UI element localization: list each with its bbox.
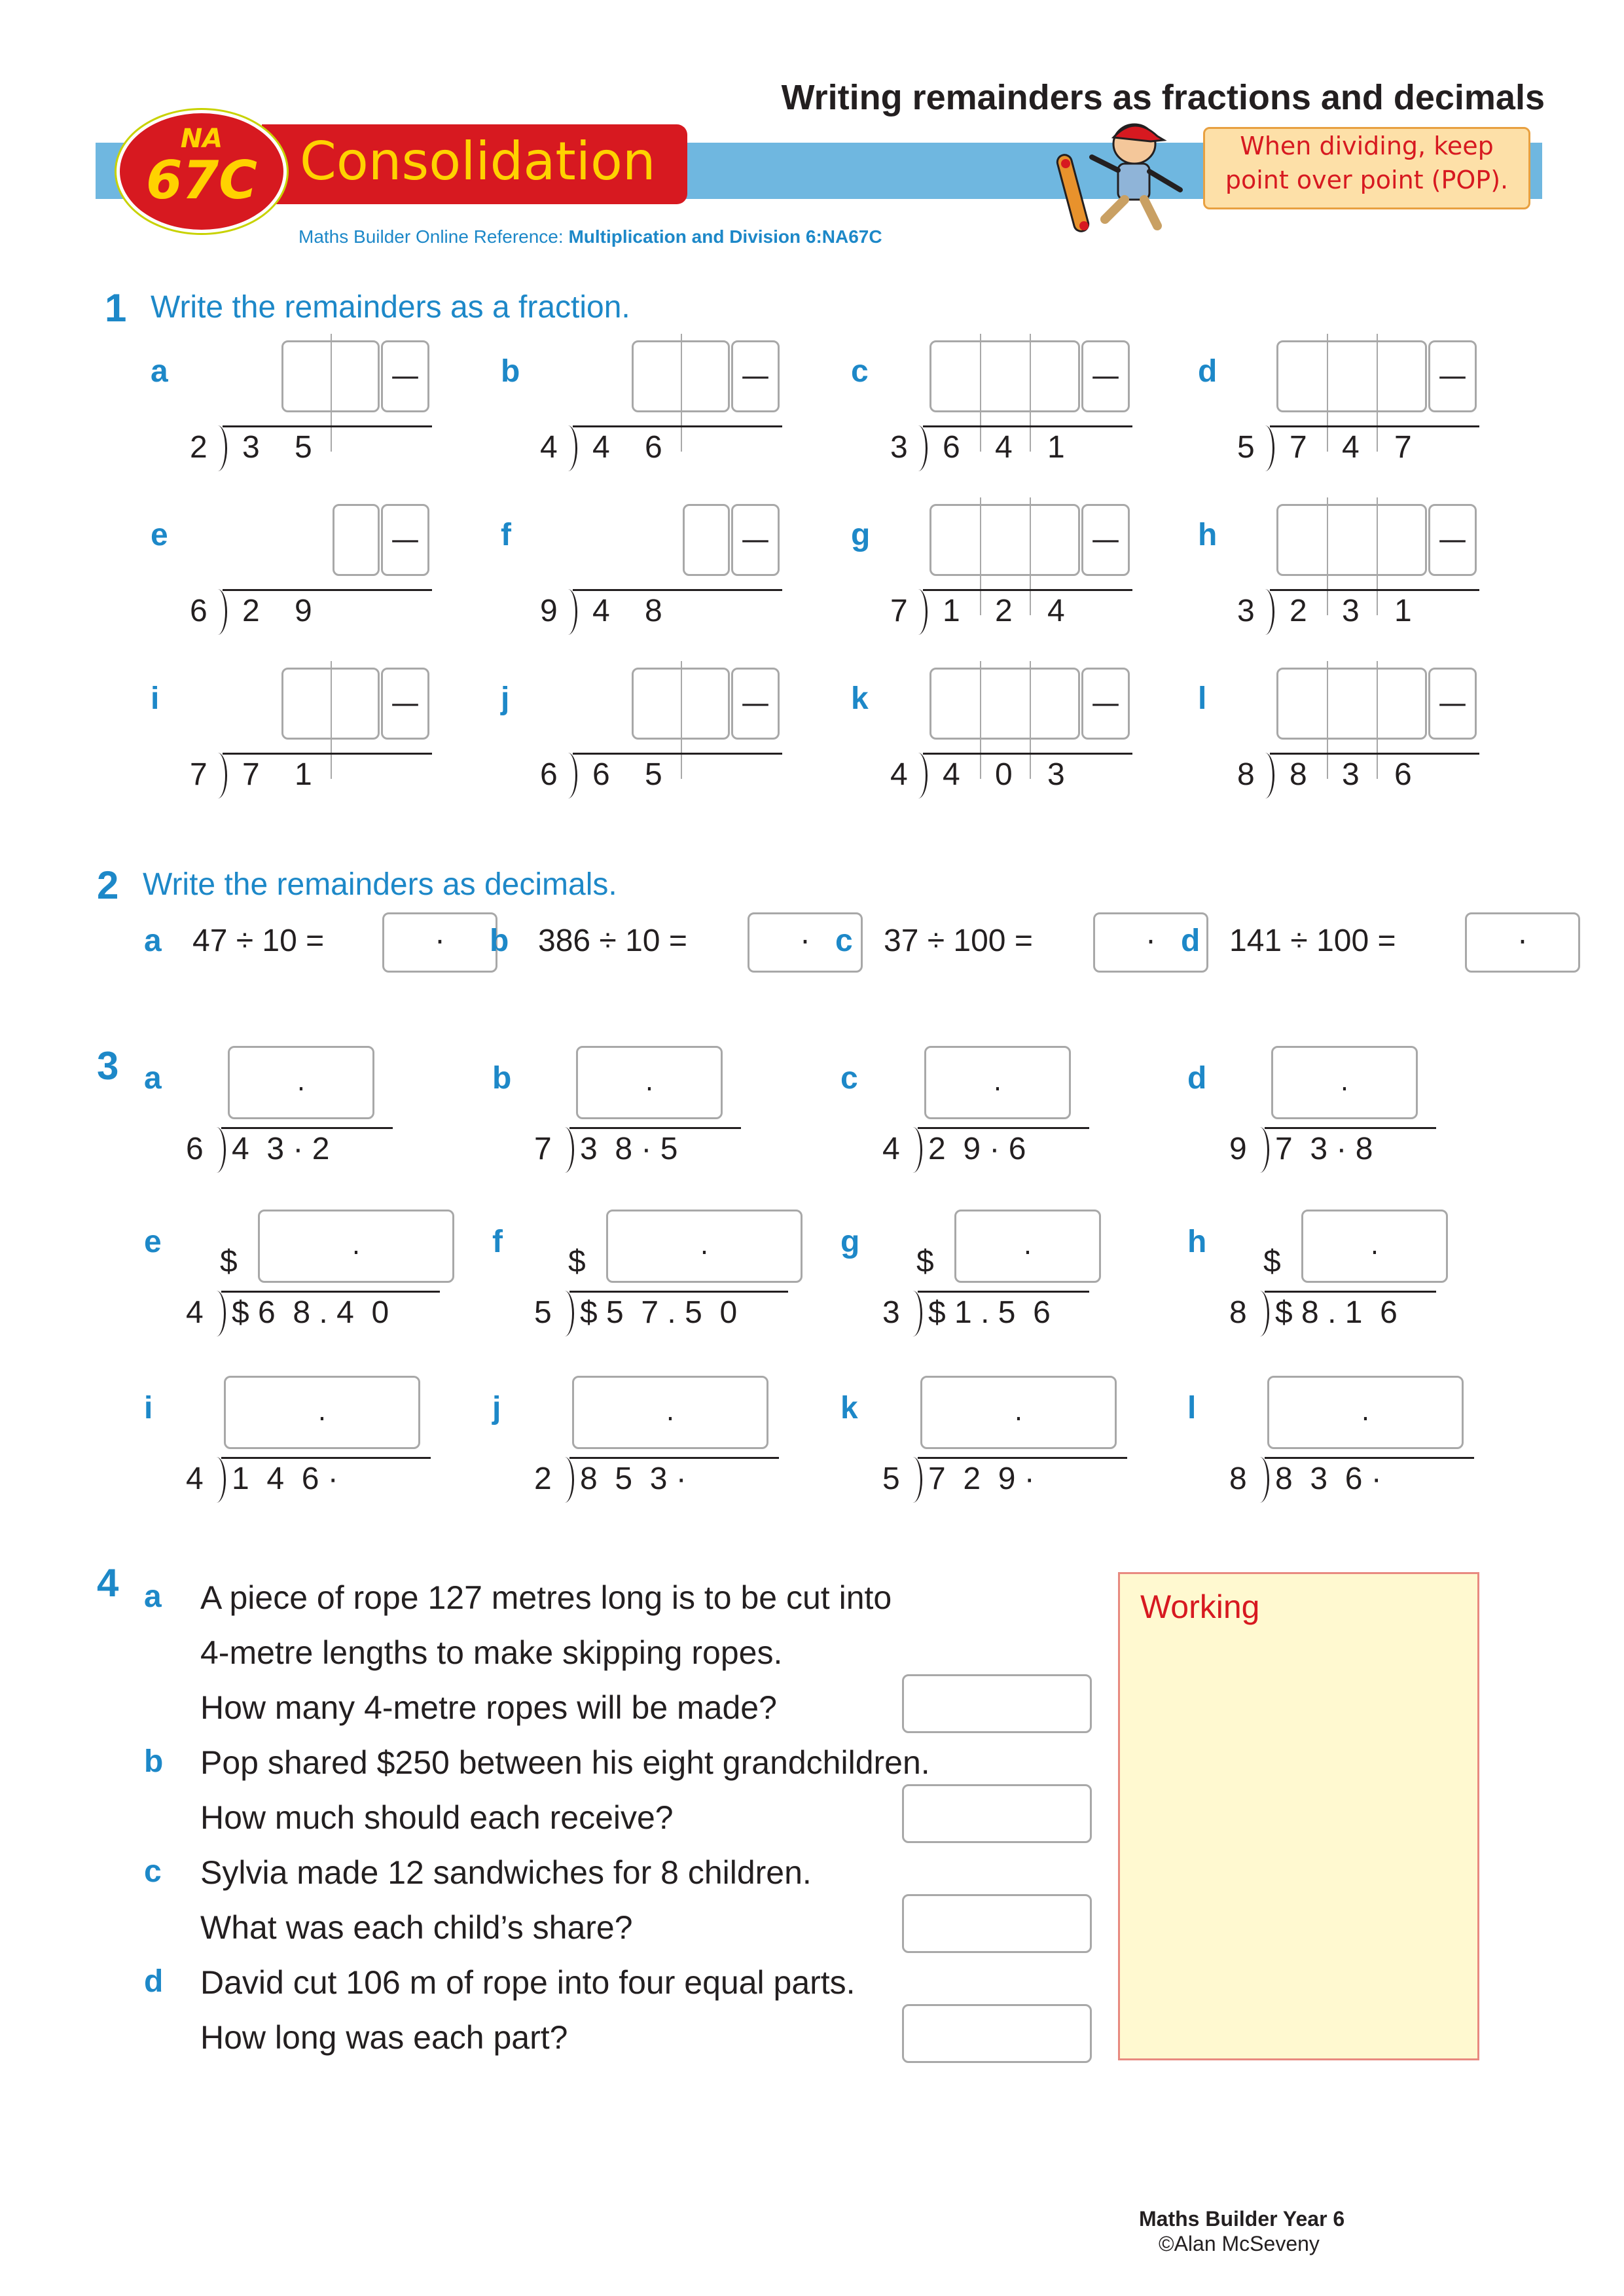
divisor: 7 bbox=[534, 1132, 552, 1166]
division-bracket bbox=[555, 1291, 574, 1336]
dividend-digit: 4 bbox=[1047, 594, 1065, 628]
dividend: 7 2 9 · bbox=[928, 1462, 1035, 1496]
division-bracket bbox=[208, 753, 227, 798]
question-3-item-letter: f bbox=[492, 1225, 503, 1259]
divisor: 3 bbox=[890, 430, 908, 465]
column-separator bbox=[1030, 334, 1031, 452]
remainder-fraction-box[interactable]: — bbox=[1081, 668, 1130, 740]
question-4-item-letter: c bbox=[144, 1854, 162, 1889]
division-bracket bbox=[555, 1127, 574, 1173]
question-4-text-line: A piece of rope 127 metres long is to be cut into bbox=[200, 1579, 892, 1616]
question-4-text-line: How many 4-metre ropes will be made? bbox=[200, 1689, 777, 1726]
divisor: 8 bbox=[1229, 1462, 1247, 1496]
division-bracket bbox=[903, 1457, 922, 1503]
division-bracket bbox=[558, 753, 577, 798]
question-3-item-letter: i bbox=[144, 1391, 153, 1426]
dividend-digit: 4 bbox=[592, 594, 610, 628]
dividend-digit: 3 bbox=[1342, 594, 1360, 628]
quotient-answer-box[interactable] bbox=[1276, 668, 1427, 740]
question-4-item-letter: a bbox=[144, 1579, 162, 1614]
division-line bbox=[1270, 753, 1479, 755]
divisor: 8 bbox=[1237, 757, 1255, 792]
column-separator bbox=[331, 334, 332, 452]
divisor: 6 bbox=[186, 1132, 204, 1166]
question-3-item-letter: g bbox=[840, 1225, 860, 1259]
remainder-fraction-box[interactable]: — bbox=[731, 504, 780, 576]
dividend-digit: 3 bbox=[242, 430, 260, 465]
column-separator bbox=[1377, 661, 1378, 779]
question-2-item-letter: b bbox=[490, 924, 509, 958]
question-4-text-line: What was each child’s share? bbox=[200, 1909, 633, 1946]
question-1-item-letter: a bbox=[151, 354, 168, 389]
column-separator bbox=[1327, 497, 1328, 615]
footer-copyright: ©Alan McSeveny bbox=[1159, 2232, 1320, 2255]
column-separator bbox=[1327, 334, 1328, 452]
division-line bbox=[923, 589, 1132, 591]
column-separator bbox=[980, 334, 981, 452]
dividend: 2 9 · 6 bbox=[928, 1132, 1026, 1166]
divisor: 5 bbox=[1237, 430, 1255, 465]
dividend: 3 8 · 5 bbox=[580, 1132, 678, 1166]
division-line bbox=[918, 1457, 1127, 1459]
divisor: 7 bbox=[190, 757, 208, 792]
working-area[interactable] bbox=[1118, 1572, 1479, 2060]
column-separator bbox=[980, 661, 981, 779]
division-bracket bbox=[909, 753, 928, 798]
division-expression: 47 ÷ 10 = bbox=[192, 924, 325, 958]
division-bracket bbox=[903, 1291, 922, 1336]
column-separator bbox=[1327, 661, 1328, 779]
dividend-digit: 6 bbox=[645, 430, 662, 465]
dividend-digit: 1 bbox=[1047, 430, 1065, 465]
division-line bbox=[221, 1127, 393, 1129]
quotient-answer-box[interactable] bbox=[929, 668, 1080, 740]
question-1-item-letter: h bbox=[1198, 518, 1218, 552]
lesson-code-prefix: NA bbox=[180, 124, 223, 154]
dividend: $ 8 . 1 6 bbox=[1275, 1295, 1398, 1330]
dividend-digit: 5 bbox=[295, 430, 312, 465]
quotient-answer-box[interactable]: . bbox=[606, 1210, 803, 1283]
question-3-item-letter: c bbox=[840, 1061, 858, 1096]
division-bracket bbox=[1250, 1457, 1269, 1503]
remainder-fraction-box[interactable]: — bbox=[1428, 340, 1477, 412]
quotient-answer-box[interactable] bbox=[333, 504, 380, 576]
remainder-fraction-box[interactable]: — bbox=[381, 504, 429, 576]
divisor: 4 bbox=[186, 1295, 204, 1330]
dividend: $ 1 . 5 6 bbox=[928, 1295, 1051, 1330]
question-2-item-letter: a bbox=[144, 924, 162, 958]
column-separator bbox=[1377, 497, 1378, 615]
division-line bbox=[223, 425, 432, 427]
remainder-fraction-box[interactable]: — bbox=[381, 668, 429, 740]
division-bracket bbox=[1250, 1127, 1269, 1173]
division-line bbox=[923, 425, 1132, 427]
dividend-digit: 4 bbox=[592, 430, 610, 465]
dividend-digit: 7 bbox=[242, 757, 260, 792]
dividend: 4 3 · 2 bbox=[232, 1132, 330, 1166]
dividend-digit: 0 bbox=[995, 757, 1013, 792]
division-expression: 386 ÷ 10 = bbox=[538, 924, 687, 958]
division-bracket bbox=[558, 589, 577, 635]
remainder-fraction-box[interactable]: — bbox=[1081, 504, 1130, 576]
dollar-sign: $ bbox=[568, 1244, 586, 1279]
dividend-digit: 6 bbox=[943, 430, 960, 465]
question-3-item-letter: e bbox=[144, 1225, 162, 1259]
question-1-item-letter: b bbox=[501, 354, 520, 389]
division-line bbox=[223, 589, 432, 591]
division-line bbox=[1270, 425, 1479, 427]
column-separator bbox=[1030, 661, 1031, 779]
question-2-instruction: Write the remainders as decimals. bbox=[143, 867, 617, 902]
word-problem-answer-box[interactable] bbox=[902, 2004, 1092, 2063]
division-expression: 37 ÷ 100 = bbox=[884, 924, 1033, 958]
dividend-digit: 7 bbox=[1394, 430, 1412, 465]
division-line bbox=[221, 1457, 431, 1459]
question-4-text-line: 4-metre lengths to make skipping ropes. bbox=[200, 1634, 783, 1671]
question-1-item-letter: l bbox=[1198, 681, 1207, 716]
division-line bbox=[573, 753, 782, 755]
division-bracket bbox=[208, 425, 227, 471]
question-3-item-letter: j bbox=[492, 1391, 501, 1426]
division-bracket bbox=[207, 1127, 226, 1173]
column-separator bbox=[681, 661, 682, 779]
dividend-digit: 2 bbox=[1290, 594, 1307, 628]
quotient-answer-box[interactable] bbox=[929, 340, 1080, 412]
division-line bbox=[923, 753, 1132, 755]
question-4-text-line: Sylvia made 12 sandwiches for 8 children. bbox=[200, 1854, 812, 1891]
dividend: 7 3 · 8 bbox=[1275, 1132, 1373, 1166]
division-bracket bbox=[909, 589, 928, 635]
division-line bbox=[573, 425, 782, 427]
quotient-answer-box[interactable] bbox=[1276, 504, 1427, 576]
dividend-digit: 4 bbox=[1342, 430, 1360, 465]
divisor: 5 bbox=[882, 1462, 900, 1496]
decimal-answer-box[interactable]: · bbox=[1093, 912, 1208, 973]
question-4-text-line: David cut 106 m of rope into four equal parts. bbox=[200, 1964, 856, 2001]
section-label: Consolidation bbox=[300, 131, 656, 192]
quotient-answer-box[interactable]: . bbox=[1267, 1376, 1464, 1449]
question-4-text-line: How long was each part? bbox=[200, 2019, 568, 2056]
dividend-digit: 6 bbox=[592, 757, 610, 792]
division-bracket bbox=[207, 1457, 226, 1503]
divisor: 7 bbox=[890, 594, 908, 628]
footer-book-title: Maths Builder Year 6 bbox=[1139, 2207, 1345, 2231]
remainder-fraction-box[interactable]: — bbox=[731, 668, 780, 740]
word-problem-answer-box[interactable] bbox=[902, 1894, 1092, 1953]
working-label: Working bbox=[1140, 1588, 1260, 1625]
question-3-item-letter: b bbox=[492, 1061, 512, 1096]
division-line bbox=[221, 1291, 440, 1293]
decimal-answer-box[interactable]: · bbox=[1465, 912, 1580, 973]
division-bracket bbox=[903, 1127, 922, 1173]
question-4-text-line: Pop shared $250 between his eight grandchildren. bbox=[200, 1744, 930, 1781]
dollar-sign: $ bbox=[916, 1244, 934, 1279]
dividend-digit: 1 bbox=[1394, 594, 1412, 628]
quotient-answer-box[interactable]: . bbox=[954, 1210, 1101, 1283]
quotient-answer-box[interactable] bbox=[683, 504, 730, 576]
question-1-item-letter: e bbox=[151, 518, 168, 552]
division-line bbox=[569, 1127, 741, 1129]
page-title: Writing remainders as fractions and decimals bbox=[781, 78, 1545, 117]
remainder-fraction-box[interactable]: — bbox=[731, 340, 780, 412]
dividend-digit: 2 bbox=[242, 594, 260, 628]
remainder-fraction-box[interactable]: — bbox=[381, 340, 429, 412]
column-separator bbox=[980, 497, 981, 615]
quotient-answer-box[interactable]: . bbox=[920, 1376, 1117, 1449]
decimal-answer-box[interactable]: · bbox=[748, 912, 863, 973]
quotient-answer-box[interactable]: . bbox=[572, 1376, 768, 1449]
column-separator bbox=[331, 661, 332, 779]
division-line bbox=[569, 1457, 779, 1459]
divisor: 5 bbox=[534, 1295, 552, 1330]
division-line bbox=[918, 1291, 1089, 1293]
column-separator bbox=[681, 334, 682, 452]
quotient-answer-box[interactable] bbox=[929, 504, 1080, 576]
dividend: 8 5 3 · bbox=[580, 1462, 687, 1496]
division-line bbox=[1265, 1127, 1436, 1129]
question-3-item-letter: k bbox=[840, 1391, 858, 1426]
division-bracket bbox=[207, 1291, 226, 1336]
question-3-item-letter: l bbox=[1187, 1391, 1197, 1426]
question-3-item-letter: d bbox=[1187, 1061, 1207, 1096]
quotient-answer-box[interactable]: . bbox=[1271, 1046, 1418, 1119]
quotient-answer-box[interactable]: . bbox=[1301, 1210, 1448, 1283]
quotient-answer-box[interactable]: . bbox=[228, 1046, 374, 1119]
question-1-item-letter: f bbox=[501, 518, 511, 552]
division-bracket bbox=[1255, 589, 1274, 635]
question-4-item-letter: b bbox=[144, 1744, 164, 1779]
tip-callout: When dividing, keep point over point (POP). bbox=[1203, 127, 1530, 209]
dividend: 8 3 6 · bbox=[1275, 1462, 1382, 1496]
question-1-number: 1 bbox=[105, 286, 127, 330]
divisor: 4 bbox=[890, 757, 908, 792]
quotient-answer-box[interactable]: . bbox=[258, 1210, 454, 1283]
question-3-item-letter: h bbox=[1187, 1225, 1207, 1259]
divisor: 3 bbox=[882, 1295, 900, 1330]
dividend-digit: 9 bbox=[295, 594, 312, 628]
division-line bbox=[1270, 589, 1479, 591]
division-line bbox=[918, 1127, 1089, 1129]
dividend-digit: 3 bbox=[1342, 757, 1360, 792]
dividend: 1 4 6 · bbox=[232, 1462, 338, 1496]
question-1-item-letter: d bbox=[1198, 354, 1218, 389]
dividend-digit: 3 bbox=[1047, 757, 1065, 792]
remainder-fraction-box[interactable]: — bbox=[1428, 668, 1477, 740]
question-4-item-letter: d bbox=[144, 1964, 164, 1999]
dividend-digit: 1 bbox=[943, 594, 960, 628]
division-bracket bbox=[558, 425, 577, 471]
online-reference bbox=[298, 226, 882, 247]
divisor: 4 bbox=[882, 1132, 900, 1166]
divisor: 6 bbox=[540, 757, 558, 792]
quotient-answer-box[interactable] bbox=[1276, 340, 1427, 412]
word-problem-answer-box[interactable] bbox=[902, 1784, 1092, 1843]
remainder-fraction-box[interactable]: — bbox=[1081, 340, 1130, 412]
divisor: 3 bbox=[1237, 594, 1255, 628]
dividend-digit: 6 bbox=[1394, 757, 1412, 792]
division-bracket bbox=[1250, 1291, 1269, 1336]
division-line bbox=[1265, 1291, 1436, 1293]
dividend-digit: 1 bbox=[295, 757, 312, 792]
question-3-item-letter: a bbox=[144, 1061, 162, 1096]
quotient-answer-box[interactable]: . bbox=[924, 1046, 1071, 1119]
divisor: 4 bbox=[186, 1462, 204, 1496]
division-line bbox=[569, 1291, 788, 1293]
dividend-digit: 2 bbox=[995, 594, 1013, 628]
question-1-item-letter: i bbox=[151, 681, 160, 716]
divisor: 2 bbox=[534, 1462, 552, 1496]
decimal-answer-box[interactable]: · bbox=[382, 912, 497, 973]
question-2-item-letter: c bbox=[835, 924, 853, 958]
dividend-digit: 4 bbox=[943, 757, 960, 792]
division-expression: 141 ÷ 100 = bbox=[1229, 924, 1396, 958]
question-1-item-letter: c bbox=[851, 354, 869, 389]
skateboarder-mascot-illustration bbox=[1053, 118, 1197, 242]
dividend: $ 6 8 . 4 0 bbox=[232, 1295, 389, 1330]
divisor: 2 bbox=[190, 430, 208, 465]
question-2-item-letter: d bbox=[1181, 924, 1200, 958]
division-bracket bbox=[909, 425, 928, 471]
division-line bbox=[1265, 1457, 1474, 1459]
dividend-digit: 8 bbox=[645, 594, 662, 628]
divisor: 4 bbox=[540, 430, 558, 465]
dividend-digit: 5 bbox=[645, 757, 662, 792]
question-3-number: 3 bbox=[97, 1044, 119, 1088]
quotient-answer-box[interactable]: . bbox=[224, 1376, 420, 1449]
question-4-text-line: How much should each receive? bbox=[200, 1799, 674, 1836]
dividend-digit: 4 bbox=[995, 430, 1013, 465]
division-line bbox=[223, 753, 432, 755]
question-1-instruction: Write the remainders as a fraction. bbox=[151, 290, 630, 325]
question-1-item-letter: k bbox=[851, 681, 869, 716]
divisor: 8 bbox=[1229, 1295, 1247, 1330]
division-bracket bbox=[1255, 753, 1274, 798]
question-4-number: 4 bbox=[97, 1561, 119, 1605]
reference-label: Maths Builder Online Reference: bbox=[298, 226, 569, 247]
question-2-number: 2 bbox=[97, 863, 119, 907]
divisor: 9 bbox=[540, 594, 558, 628]
dividend-digit: 7 bbox=[1290, 430, 1307, 465]
dollar-sign: $ bbox=[1263, 1244, 1281, 1279]
dollar-sign: $ bbox=[220, 1244, 238, 1279]
division-bracket bbox=[1255, 425, 1274, 471]
divisor: 6 bbox=[190, 594, 208, 628]
column-separator bbox=[1377, 334, 1378, 452]
dividend-digit: 8 bbox=[1290, 757, 1307, 792]
division-bracket bbox=[208, 589, 227, 635]
division-bracket bbox=[555, 1457, 574, 1503]
question-1-item-letter: j bbox=[501, 681, 510, 716]
remainder-fraction-box[interactable]: — bbox=[1428, 504, 1477, 576]
dividend: $ 5 7 . 5 0 bbox=[580, 1295, 738, 1330]
lesson-code-number: 67C bbox=[145, 150, 258, 211]
division-line bbox=[573, 589, 782, 591]
reference-value: Multiplication and Division 6:NA67C bbox=[568, 226, 882, 247]
question-1-item-letter: g bbox=[851, 518, 871, 552]
lesson-code-badge bbox=[117, 110, 287, 233]
column-separator bbox=[1030, 497, 1031, 615]
divisor: 9 bbox=[1229, 1132, 1247, 1166]
word-problem-answer-box[interactable] bbox=[902, 1674, 1092, 1733]
quotient-answer-box[interactable]: . bbox=[576, 1046, 723, 1119]
